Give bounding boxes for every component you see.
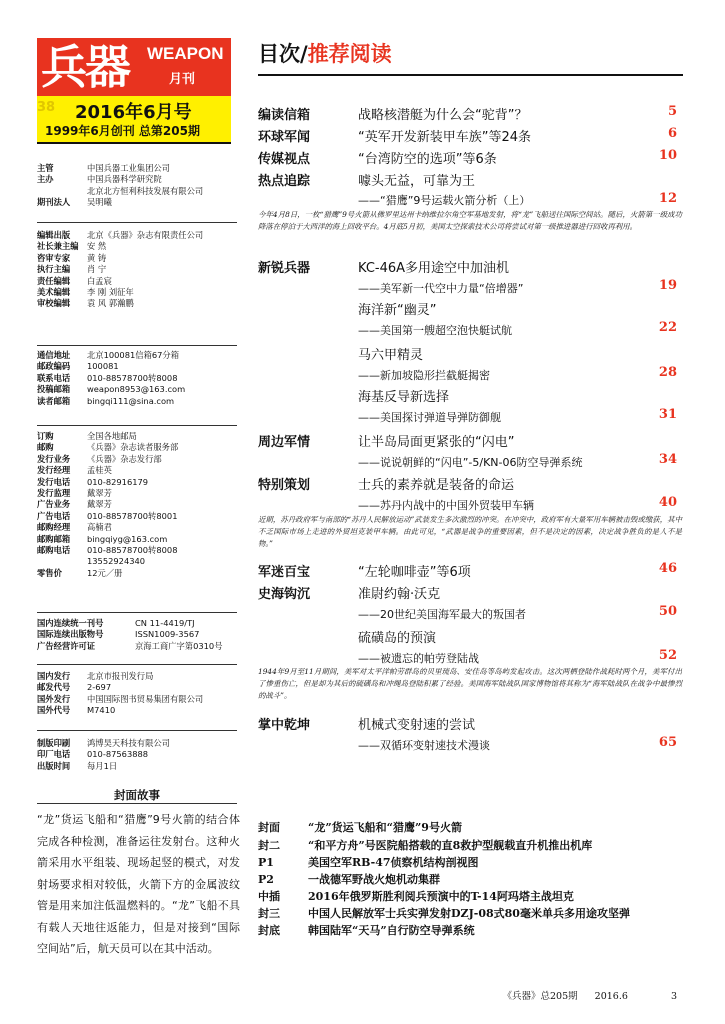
toc-page-number: 34 — [658, 452, 677, 467]
cover-list-item — [258, 819, 462, 835]
info-row — [37, 499, 247, 510]
toc-abstract: 1944年9月至11月期间，美军对太平洋帕劳群岛的贝里琉岛、安佳岛等岛屿发起攻击。这次两栖登陆作战耗时两个月，美军付出了惨重伤亡，但是却为其后的硫磺岛和冲绳岛登陆积累了经验。美国海军陆战队国家博物馆将其称为“海军陆战队在战争中最惨烈的战斗”。 — [258, 667, 682, 700]
toc-page-number: 19 — [658, 278, 677, 293]
print-info — [37, 738, 247, 772]
info-value: 袁 风 郭瀚鹏 — [87, 298, 134, 309]
toc-title-main: 目次/ — [258, 41, 308, 66]
divider — [37, 222, 237, 223]
toc-rule — [258, 74, 683, 76]
cover-list-label: 中插 — [258, 890, 280, 903]
info-label: 订购 — [37, 431, 54, 441]
toc-page-number: 31 — [658, 407, 677, 422]
info-label: 发行业务 — [37, 453, 71, 464]
info-value: 100081 — [87, 361, 119, 372]
cover-story-text: “龙”货运飞船和“猎鹰”9号火箭的结合体完成各种检测，准备运往发射台。这种火箭采用水平组装、现场起竖的模式，对发射场要求相对较低，火箭下方的金属波纹管是用来加注低温燃料的。“龙”飞船不具有载人天地往返能力，但是对接到“国际空间站”后，航天员可以在其中活动。 — [37, 813, 240, 955]
info-row — [37, 749, 247, 760]
cover-list-item — [258, 888, 574, 904]
info-row — [37, 511, 247, 522]
info-row — [37, 629, 247, 640]
info-label: 邮购电话 — [37, 545, 71, 556]
info-row — [37, 545, 247, 556]
toc-abstract: 近期，苏丹政府军与南部的“苏丹人民解放运动”武装发生多次激烈的冲突。在冲突中，政府军有大量军用车辆被击毁或缴获，其中不乏国际市场上走进的外贸坦克装甲车辆。由此可见，“武器是战争的重要因素，但不是决定的因素，决定战争胜负的是人不是物。” — [258, 515, 682, 548]
info-row — [37, 477, 247, 488]
cover-list-label: 封面 — [258, 821, 280, 834]
toc-section: 周边军情 — [258, 435, 311, 450]
toc-article-subtitle: ——被遗忘的帕劳登陆战 — [358, 652, 479, 665]
cover-list-label: 封三 — [258, 907, 280, 920]
info-label: 主办 — [37, 174, 54, 185]
info-value: 《兵器》杂志读者服务部 — [87, 442, 179, 453]
contact-info — [37, 350, 247, 407]
info-label: 美术编辑 — [37, 287, 71, 298]
toc-title — [258, 38, 392, 68]
divider — [37, 730, 237, 731]
info-label: 读者邮箱 — [37, 395, 71, 406]
info-row — [37, 361, 247, 372]
toc-article-title[interactable]: 士兵的素养就是装备的命运 — [358, 478, 515, 493]
info-row — [37, 694, 247, 705]
toc-page-number: 10 — [658, 148, 677, 163]
cover-list-text: “和平方舟”号医院船搭载的直8救护型舰载直升机推出机库 — [308, 839, 593, 852]
delivery-info — [37, 671, 247, 717]
info-label: 主管 — [37, 163, 54, 173]
toc-page-number: 12 — [658, 191, 677, 206]
masthead — [37, 38, 231, 142]
issue-founded: 1999年6月创刊 总第205期 — [45, 124, 200, 138]
info-value: 010-88578700转8008 — [87, 372, 178, 383]
info-value: ISSN1009-3567 — [135, 629, 200, 640]
info-value: 全国各地邮局 — [87, 431, 137, 441]
info-value: 2-697 — [87, 682, 112, 693]
toc-title-accent: 推荐阅读 — [307, 41, 392, 66]
toc-section: 环球军闻 — [258, 130, 311, 145]
info-label: 期刊法人 — [37, 197, 71, 208]
masthead-red-band — [37, 38, 231, 96]
logo-chinese: 兵器 — [41, 40, 129, 94]
info-row — [37, 230, 247, 241]
registration-info — [37, 618, 247, 652]
info-label: 国内发行 — [37, 671, 71, 681]
toc-section: 掌中乾坤 — [258, 718, 311, 733]
info-label: 国际连续出版物号 — [37, 629, 104, 640]
info-label: 咨审专家 — [37, 252, 71, 263]
footer-page-number: 3 — [670, 991, 677, 1002]
toc-article-title[interactable]: 准尉约翰·沃克 — [358, 587, 441, 602]
toc-article-subtitle: ——“猎鹰”9号运载火箭分析（上） — [358, 194, 531, 207]
info-value: M7410 — [87, 705, 116, 716]
toc-article-title[interactable]: 让半岛局面更紧张的“闪电” — [358, 435, 515, 450]
masthead-yellow-band — [37, 96, 231, 144]
info-value: 010-88578700转8008 — [87, 545, 178, 556]
toc-article-subtitle: ——双循环变射速技术漫谈 — [358, 739, 490, 752]
info-row — [37, 465, 247, 476]
info-row — [37, 298, 247, 309]
toc-article-title[interactable]: 马六甲精灵 — [358, 348, 424, 363]
info-row — [37, 568, 247, 579]
toc-page-number: 28 — [658, 365, 677, 380]
info-label: 广告电话 — [37, 510, 71, 521]
info-label: 邮发代号 — [37, 682, 71, 693]
info-row — [37, 641, 247, 652]
info-value: 京海工商广字第0310号 — [135, 640, 223, 651]
info-value: 010-88578700转8001 — [87, 510, 178, 521]
info-row — [37, 197, 247, 208]
cover-list-text: 一战德军野战火炮机动集群 — [308, 873, 440, 886]
info-value: 吴明曦 — [87, 197, 112, 208]
info-row — [37, 384, 247, 395]
cover-list-label: P1 — [258, 856, 274, 869]
info-row — [37, 705, 247, 716]
toc-page-number: 52 — [658, 648, 677, 663]
info-row — [37, 253, 247, 264]
info-row — [37, 373, 247, 384]
toc-article-title[interactable]: 噱头无益，可靠为王 — [358, 174, 476, 189]
info-value: 《兵器》杂志发行部 — [87, 453, 162, 464]
cover-list-text: 2016年俄罗斯胜利阅兵预演中的T-14阿玛塔主战坦克 — [308, 890, 574, 903]
cover-list-label: P2 — [258, 873, 274, 886]
info-label: 责任编辑 — [37, 275, 71, 286]
toc-section: 史海钩沉 — [258, 587, 311, 602]
publisher-info — [37, 163, 247, 209]
info-label: 广告业务 — [37, 499, 71, 510]
info-label — [37, 186, 87, 197]
info-row — [37, 264, 247, 275]
info-label: 广告经营许可证 — [37, 640, 96, 651]
info-label: 国内连续统一刊号 — [37, 618, 104, 628]
info-row — [37, 163, 247, 174]
cover-story-title: 封面故事 — [114, 788, 160, 802]
info-label: 联系电话 — [37, 372, 71, 383]
toc-section: 热点追踪 — [258, 174, 311, 189]
info-value: 肖 宁 — [87, 264, 107, 275]
info-value: 孟桂英 — [87, 465, 112, 476]
info-value: 010-87563888 — [87, 749, 149, 760]
page-footer — [503, 988, 678, 1002]
toc-article-subtitle: ——说说朝鲜的“闪电”-5/KN-06防空导弹系统 — [358, 456, 583, 469]
info-label: 发行电话 — [37, 476, 71, 487]
info-row — [37, 671, 247, 682]
info-row — [37, 738, 247, 749]
info-value: 白孟宸 — [87, 275, 112, 286]
info-label: 审校编辑 — [37, 298, 71, 309]
info-value: bingqiyg@163.com — [87, 533, 168, 544]
toc-article-title[interactable]: 海洋新“幽灵” — [358, 303, 437, 318]
toc-article-subtitle: ——苏丹内战中的中国外贸装甲车辆 — [358, 499, 534, 512]
divider — [37, 664, 237, 665]
info-label: 发行监理 — [37, 488, 71, 499]
toc-page-number: 40 — [658, 495, 677, 510]
info-row — [37, 241, 247, 252]
info-value: 黄 铸 — [87, 252, 107, 263]
divider — [37, 425, 237, 426]
masthead-watermark: 38 — [37, 100, 56, 115]
info-row — [37, 276, 247, 287]
cover-list-text: 韩国陆军“天马”自行防空导弹系统 — [308, 924, 475, 937]
info-row — [37, 522, 247, 533]
info-row — [37, 350, 247, 361]
info-value: 中国兵器科学研究院 — [87, 174, 162, 185]
logo-monthly: 月刊 — [169, 72, 196, 87]
info-label: 邮购经理 — [37, 522, 71, 533]
info-value: 北京100081信箱67分箱 — [87, 350, 180, 360]
info-row — [37, 442, 247, 453]
cover-list-text: “龙”货运飞船和“猎鹰”9号火箭 — [308, 821, 462, 834]
toc-page-number: 46 — [658, 561, 677, 576]
cover-list-item — [258, 922, 475, 938]
toc-section: 编读信箱 — [258, 108, 311, 123]
footer-journal: 《兵器》总205期 — [502, 991, 578, 1002]
toc-article-title[interactable]: “左轮咖啡壶”等6项 — [358, 565, 471, 580]
info-row — [37, 396, 247, 407]
toc-page-number: 5 — [667, 104, 677, 119]
toc-article-title[interactable]: “英军开发新装甲车族”等24条 — [358, 130, 532, 145]
toc-section: 传媒视点 — [258, 152, 311, 167]
info-value: 中国国际图书贸易集团有限公司 — [87, 693, 204, 704]
info-label: 编辑出版 — [37, 230, 71, 240]
info-value: 北京北方恒利科技发展有限公司 — [87, 185, 204, 196]
toc-article-subtitle: ——美军新一代空中力量“倍增器” — [358, 282, 524, 295]
toc-abstract: 今年4月8日，一枚“猎鹰”9号火箭从佛罗里达州卡纳维拉尔角空军基地发射，将“龙”飞船送往国际空间站。随后，火箭第一级成功降落在停泊于大西洋的海上回收平台。4月底5月初，美国太空探索技术公司将尝试对第一级推进器进行回收再利用。 — [258, 210, 682, 231]
info-row — [37, 761, 247, 772]
editorial-info — [37, 230, 247, 310]
info-label: 邮购 — [37, 442, 54, 453]
info-label: 国外代号 — [37, 705, 71, 716]
cover-list-label: 封底 — [258, 924, 280, 937]
toc-article-subtitle: ——美国探讨弹道导弹防御舰 — [358, 411, 501, 424]
info-value: 12元／册 — [87, 567, 123, 578]
info-label: 制版印刷 — [37, 738, 71, 748]
toc-article-title[interactable]: 硫磺岛的预演 — [358, 631, 437, 646]
info-label: 投稿邮箱 — [37, 384, 71, 395]
toc-article-subtitle: ——新加坡隐形拦截艇揭密 — [358, 369, 490, 382]
toc-article-title[interactable]: 战略核潜艇为什么会“驼背”？ — [358, 108, 528, 123]
footer-date: 2016.6 — [594, 991, 628, 1002]
info-row — [37, 682, 247, 693]
info-label: 发行经理 — [37, 465, 71, 476]
toc-section: 军迷百宝 — [258, 565, 311, 580]
cover-list-text: 美国空军RB-47侦察机结构剖视图 — [308, 856, 479, 869]
cover-list-item — [258, 871, 440, 887]
toc-page-number: 65 — [658, 735, 677, 750]
info-value: 每月1日 — [87, 760, 118, 771]
info-value: 010-82916179 — [87, 476, 149, 487]
divider — [37, 803, 237, 804]
cover-list-label: 封二 — [258, 839, 280, 852]
info-value: 鸿博昊天科技有限公司 — [87, 738, 170, 748]
issue-date: 2016年6月号 — [75, 102, 192, 123]
info-row — [37, 618, 247, 629]
info-row — [37, 534, 247, 545]
cover-list-item — [258, 854, 479, 870]
info-label: 执行主编 — [37, 264, 71, 275]
toc-section: 新锐兵器 — [258, 261, 311, 276]
info-label: 国外发行 — [37, 693, 71, 704]
toc-article-subtitle: ——20世纪美国海军最大的叛国者 — [358, 608, 526, 621]
info-label: 社长兼主编 — [37, 241, 79, 252]
divider — [37, 612, 237, 613]
info-row — [37, 174, 247, 185]
info-value: 李 刚 刘征年 — [87, 287, 134, 298]
toc-page-number: 50 — [658, 604, 677, 619]
toc-article-title[interactable]: 机械式变射速的尝试 — [358, 718, 476, 733]
info-row — [37, 488, 247, 499]
logo-english: WEAPON — [147, 44, 224, 63]
info-label: 邮政编码 — [37, 361, 71, 372]
info-row — [37, 431, 247, 442]
info-label: 通信地址 — [37, 350, 71, 360]
toc-article-subtitle: ——美国第一艘超空泡快艇试航 — [358, 324, 512, 337]
info-value: 北京市报刊发行局 — [87, 671, 154, 681]
info-value: 安 然 — [87, 241, 107, 252]
info-row — [37, 556, 247, 567]
info-value: 北京《兵器》杂志有限责任公司 — [87, 230, 204, 240]
divider — [37, 345, 237, 346]
info-row — [37, 186, 247, 197]
info-label: 邮购邮箱 — [37, 533, 71, 544]
distribution-info — [37, 431, 247, 579]
toc-article-title[interactable]: “台湾防空的选项”等6条 — [358, 152, 497, 167]
info-value: weapon8953@163.com — [87, 384, 186, 395]
info-label: 零售价 — [37, 567, 62, 578]
info-value: CN 11-4419/TJ — [135, 618, 195, 628]
info-label: 印厂电话 — [37, 749, 71, 760]
toc-page-number: 6 — [667, 126, 677, 141]
info-label — [37, 556, 87, 567]
info-label: 出版时间 — [37, 760, 71, 771]
cover-list-item — [258, 837, 592, 853]
info-value: 戴翠芳 — [87, 488, 112, 499]
info-value: 高楠君 — [87, 522, 112, 533]
cover-list-item — [258, 905, 630, 921]
cover-list-text: 中国人民解放军士兵实弹发射DZJ-08式80毫米单兵多用途攻坚弹 — [308, 907, 630, 920]
info-row — [37, 454, 247, 465]
toc-page-number: 22 — [658, 320, 677, 335]
info-value: 中国兵器工业集团公司 — [87, 163, 170, 173]
toc-article-title[interactable]: KC-46A多用途空中加油机 — [358, 261, 510, 276]
toc-section: 特别策划 — [258, 478, 311, 493]
info-value: 戴翠芳 — [87, 499, 112, 510]
toc-article-title[interactable]: 海基反导新选择 — [358, 390, 450, 405]
info-value: bingqi111@sina.com — [87, 395, 175, 406]
info-value: 13552924340 — [87, 556, 146, 567]
info-row — [37, 287, 247, 298]
